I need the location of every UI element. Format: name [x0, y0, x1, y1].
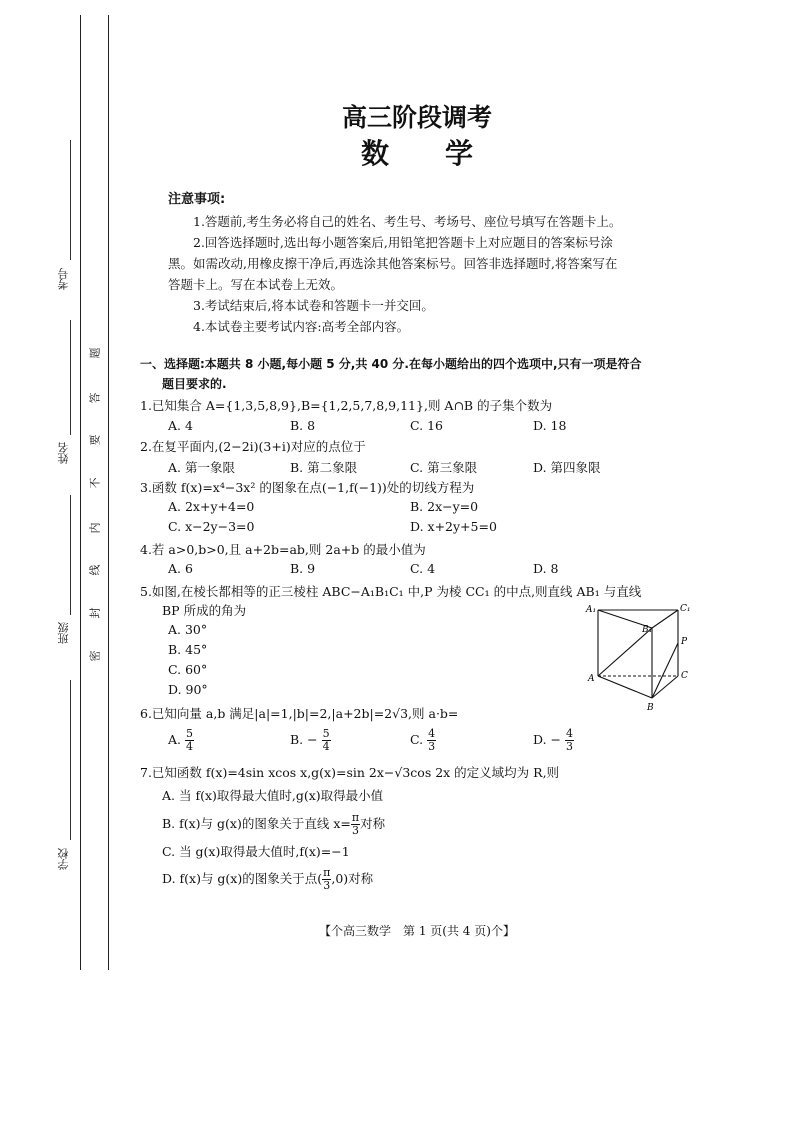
notice-line: 答题卡上。写在本试卷上无效。	[168, 277, 344, 292]
vertex-label-c1: C₁	[680, 604, 691, 614]
question-stem: 7.已知函数 f(x)=4sin xcos x,g(x)=sin 2x−√3cos 2x 的定义域均为 R,则	[140, 765, 560, 780]
option-c: C. 第三象限	[410, 460, 478, 475]
class-underline	[70, 495, 71, 615]
option-b-text: B. f(x)与 g(x)的图象关于直线 x=	[162, 816, 351, 831]
fraction-denominator: 4	[322, 740, 330, 753]
fraction-numerator: π	[351, 811, 360, 824]
option-a: A. 6	[168, 561, 193, 576]
option-c: C. x−2y−3=0	[168, 519, 255, 534]
option-b: B. 8	[290, 418, 316, 433]
option-b	[290, 728, 331, 753]
fraction-numerator: 4	[565, 727, 573, 740]
section-heading-cont: 题目要求的.	[162, 377, 227, 391]
question-stem: 4.若 a>0,b>0,且 a+2b=ab,则 2a+b 的最小值为	[140, 542, 426, 557]
option-d-text: D. f(x)与 g(x)的图象关于点(	[162, 871, 323, 886]
school-label: 学校	[57, 848, 70, 870]
option-b-prefix: B. −	[290, 732, 318, 747]
option-b: B. 9	[290, 561, 316, 576]
name-underline	[70, 320, 71, 435]
option-b: B. 45°	[168, 642, 208, 657]
option-a-fraction	[185, 728, 194, 753]
exam-title: 高三阶段调考	[341, 103, 492, 132]
question-stem: 1.已知集合 A={1,3,5,8,9},B={1,2,5,7,8,9,11},则 A∩B 的子集个数为	[140, 398, 553, 413]
fraction-numerator: 5	[186, 727, 193, 740]
seal-char: 要	[88, 434, 102, 446]
vertex-label-p: P	[681, 637, 688, 647]
vertex-label-a1: A₁	[586, 605, 597, 615]
option-c: C. 16	[410, 418, 443, 433]
fraction-numerator: 4	[428, 727, 436, 740]
seal-char: 答	[88, 392, 102, 404]
prism-figure	[584, 598, 694, 716]
class-label: 班级	[57, 622, 70, 644]
seal-char: 密	[88, 650, 102, 662]
notice-line: 1.答题前,考生务必将自己的姓名、考生号、考场号、座位号填写在答题卡上。	[193, 214, 622, 229]
option-a: A. 30°	[168, 622, 208, 637]
exam-no-label: 考号	[57, 268, 70, 290]
option-b: B. 第二象限	[290, 460, 358, 475]
option-d: D. x+2y+5=0	[410, 519, 497, 534]
option-d: D. 8	[533, 561, 559, 576]
notice-line: 4.本试卷主要考试内容:高考全部内容。	[193, 319, 410, 334]
fraction-denominator: 3	[351, 824, 359, 837]
question-stem: 2.在复平面内,(2−2i)(3+i)对应的点位于	[140, 439, 366, 454]
option-d: D. 第四象限	[533, 460, 601, 475]
question-stem: 6.已知向量 a,b 满足|a|=1,|b|=2,|a+2b|=2√3,则 a·b=	[140, 706, 459, 721]
notice-line: 黑。如需改动,用橡皮擦干净后,再选涂其他答案标号。回答非选择题时,将答案写在	[168, 256, 618, 271]
option-d: D. 18	[533, 418, 567, 433]
section-heading: 一、选择题:本题共 8 小题,每小题 5 分,共 40 分.在每小题给出的四个选项中,只有一项是符合	[140, 357, 642, 371]
seal-char: 内	[88, 522, 102, 534]
seal-char: 线	[88, 564, 102, 576]
notice-line: 2.回答选择题时,选出每小题答案后,用铅笔把答题卡上对应题目的答案标号涂	[193, 235, 613, 250]
option-a: A. 第一象限	[168, 460, 235, 475]
option-d	[533, 728, 574, 753]
vertex-label-b: B	[647, 703, 654, 713]
option-c: C. 60°	[168, 662, 208, 677]
fraction-numerator: 5	[322, 727, 330, 740]
option-c-prefix: C.	[410, 732, 424, 747]
option-a: A. 4	[168, 418, 193, 433]
name-label: 姓名	[57, 442, 70, 464]
seal-char: 不	[88, 477, 102, 489]
option-c-fraction	[427, 728, 436, 753]
option-b	[162, 812, 385, 837]
notice-heading: 注意事项:	[168, 192, 226, 207]
school-underline	[70, 680, 71, 840]
seal-char: 封	[88, 607, 102, 619]
option-b-text-end: 对称	[360, 816, 386, 831]
option-d-text-end: ,0)对称	[331, 871, 374, 886]
vertex-label-a: A	[588, 674, 595, 684]
page-footer: 【个高三数学 第 1 页(共 4 页)个】	[319, 924, 515, 938]
question-stem: 3.函数 f(x)=x⁴−3x² 的图象在点(−1,f(−1))处的切线方程为	[140, 480, 475, 495]
option-d: D. 90°	[168, 682, 208, 697]
option-a	[168, 728, 194, 753]
option-d-prefix: D. −	[533, 732, 561, 747]
fraction-numerator: π	[323, 866, 331, 879]
fraction-denominator: 4	[186, 740, 193, 753]
vertex-label-c: C	[681, 671, 688, 681]
seal-char: 题	[88, 347, 102, 359]
option-b-fraction	[322, 728, 331, 753]
notice-line: 3.考试结束后,将本试卷和答题卡一并交回。	[193, 298, 434, 313]
option-c	[410, 728, 436, 753]
option-b-fraction	[351, 812, 360, 837]
question-stem-cont: BP 所成的角为	[162, 603, 247, 618]
fraction-denominator: 3	[323, 879, 331, 892]
option-a-prefix: A.	[168, 732, 182, 747]
vertex-label-b1: B₁	[642, 625, 653, 635]
option-d	[162, 867, 373, 892]
option-c: C. 当 g(x)取得最大值时,f(x)=−1	[162, 844, 350, 859]
option-c: C. 4	[410, 561, 436, 576]
option-a: A. 2x+y+4=0	[168, 499, 255, 514]
option-b: B. 2x−y=0	[410, 499, 479, 514]
option-a: A. 当 f(x)取得最大值时,g(x)取得最小值	[162, 788, 384, 803]
option-d-fraction	[565, 728, 574, 753]
subject-title: 数 学	[360, 137, 473, 170]
question-stem: 5.如图,在棱长都相等的正三棱柱 ABC−A₁B₁C₁ 中,P 为棱 CC₁ 的中点,则直线 AB₁ 与直线	[140, 584, 642, 599]
option-d-fraction	[322, 867, 331, 892]
fraction-denominator: 3	[565, 740, 573, 753]
fraction-denominator: 3	[428, 740, 436, 753]
